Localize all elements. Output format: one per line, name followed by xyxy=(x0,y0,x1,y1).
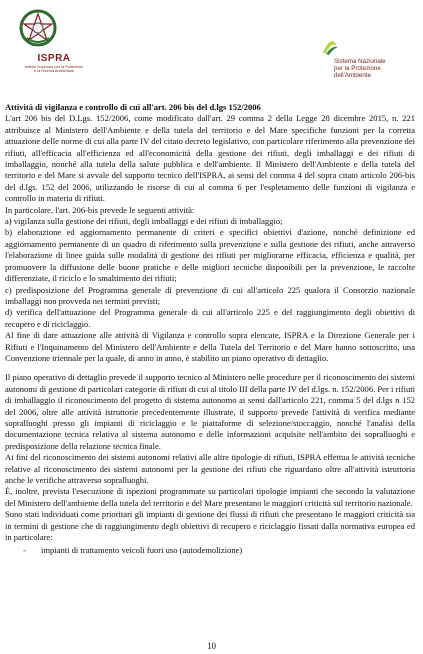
paragraph: È, inoltre, prevista l'esecuzione di ispezioni programmate su particolari tipologie impianti che secondo la valutazione del Ministero dell'ambiente della tutela del territorio e del Mare presentano le maggiori criticità sul territorio nazionale. xyxy=(5,486,415,508)
ispra-subtitle-line: e la Ricerca Ambientale xyxy=(34,69,74,74)
snpa-line: Sistema Nazionale xyxy=(334,58,386,65)
list-item: c) predisposizione del Programma generale di prevenzione di cui all'articolo 225 qualora il Consorzio nazionale imballaggi non provveda nei termini previsti; xyxy=(5,284,415,306)
page-header xyxy=(0,0,423,95)
paragraph: L'art 206 bis del D.Lgs. 152/2006, come modificato dall'art. 29 comma 2 della Legge 28 dicembre 2015, n. 221 attribuisce al Ministero dell'Ambiente e della tutela del territorio e del Mare specifiche funzioni per la corretta attuazione delle norme di cui alla parte IV del citato decreto legislativo, con particolare riferimento alla prevenzione dei rifiuti, all'efficacia all'efficienza ed all'economicità della gestione dei rifiuti, degli imballaggi e dei rifiuti di imballaggio, nonché alla tutela della salute pubblica e dell'ambiente. Il Ministero dell'Ambiente e della tutela del territorio e del Mare si avvale del supporto tecnico dell'ISPRA, ai sensi del comma 4 del sopra citato articolo 206-bis del d.lgs. 152 del 2006, utilizzando le risorse di cui al comma 6 per l'espletamento delle funzioni di vigilanza e controllo in materia di rifiuti. xyxy=(5,113,415,204)
snpa-logo-icon xyxy=(320,37,340,57)
italian-republic-emblem-icon xyxy=(18,8,58,48)
paragraph: In particolare, l'art. 206-bis prevede le seguenti attività: xyxy=(5,204,195,215)
snpa-logo-text xyxy=(334,58,422,79)
paragraph: Ai fini del riconoscimento dei sistemi autonomi relativi alle altre tipologie di rifiuti, ISPRA effettua le attività tecniche relative al riconoscimento dei sistemi autonomi per la gestione dei rifiuti che riguardano oltre all'attività istruttoria anche le verifiche attraverso sopralluoghi. xyxy=(5,452,415,485)
bullet-text: impianti di trattamento veicoli fuori uso (autodemolizione) xyxy=(41,545,243,556)
ispra-logo-text: ISPRA xyxy=(37,53,71,64)
paragraph-gap xyxy=(5,364,415,372)
bullet-dash: - xyxy=(23,545,26,556)
paragraph: Il piano operativo di dettaglio prevede il supporto tecnico al Ministero nelle procedure per il riconoscimento dei sistemi autonomi di gestione di particolari categorie di rifiuti di cui al titolo III della parte IV del d.lgs. n. 152/2006. Per i rifiuti di imballaggio il riconoscimento del progetto di sistema autonomo ai sensi dall'articolo 221, comma 5 del d.lgs n 152 del 2006, oltre alle attività istruttorie precedentemente illustrate, il supporto prevede l'attività di verifica mediante sopralluoghi presso gli impianti di riciclaggio e le piattaforme di selezione/stoccaggio, nonché l'analisi della documentazione tecnica relativa al sistema autonomo e delle informazioni acquisite nell'ambito dei sopralluoghi e predisposizione della relazione tecnica finale. xyxy=(5,372,415,451)
list-item: a) vigilanza sulla gestione dei rifiuti, degli imballaggi e dei rifiuti di imballaggio; xyxy=(5,216,283,227)
list-item: b) elaborazione ed aggiornamento permanente di criteri e specifici obiettivi d'azione, nonché definizione ed aggiornamento permanente di un quadro di riferimento sulla prevenzione e sulla gestione dei rifiuti, anche attraverso l'elaborazione di linee guida sulle modalità di gestione dei rifiuti per migliorarne efficacia, efficienza e qualità, per promuovere la diffusione delle buone pratiche e delle migliori tecniche disponibili per la prevenzione, le raccolte differenziate, il riciclo e lo smaltimento dei rifiuti; xyxy=(5,227,415,284)
page-number: 10 xyxy=(207,641,216,651)
snpa-line: per la Protezione xyxy=(334,65,381,72)
ispra-subtitle-line: Istituto Superiore per la Protezione xyxy=(24,65,84,69)
document-body xyxy=(5,102,415,557)
snpa-line: dell'Ambiente xyxy=(334,72,371,79)
list-item: d) verifica dell'attuazione del Programma generale di cui all'articolo 225 e del raggiungimento degli obiettivi di recupero e di riciclaggio. xyxy=(5,307,415,329)
paragraph: Sono stati individuati come prioritari gli impianti di gestione dei flussi di rifiuti che presentano le maggiori criticità sia in termini di gestione che di raggiungimento degli obiettivi di recupero e riciclaggio fissati dalla normativa europea ed in particolare: xyxy=(5,509,415,543)
paragraph: Al fine di dare attuazione alle attività di Vigilanza e controllo sopra elencate, ISPRA e la Direzione Generale per i Rifiuti e l'Inquinamento del Ministero dell'Ambiente e della Tutela del Territorio e del Mare hanno sottoscritto, una Convenzione triennale per la quale, di anno in anno, è stabilito un piano operativo di dettaglio. xyxy=(5,330,415,363)
bullet-item xyxy=(5,545,415,556)
ispra-subtitle xyxy=(6,65,102,74)
section-title: Attività di vigilanza e controllo di cui all'art. 206 bis del d.lgs 152/2006 xyxy=(5,102,261,112)
